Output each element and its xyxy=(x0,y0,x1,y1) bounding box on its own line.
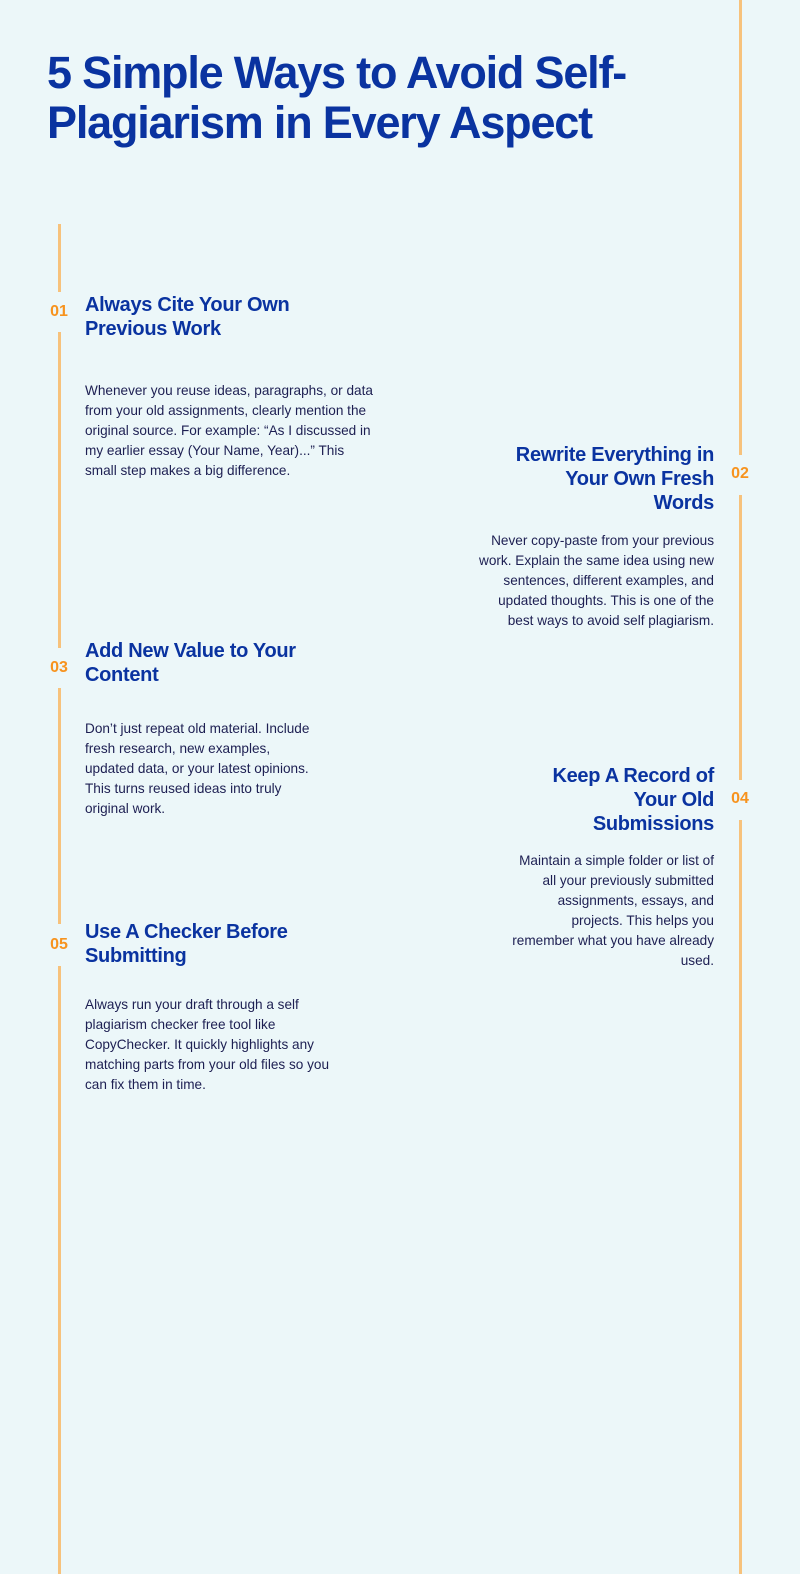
left-timeline-line xyxy=(58,966,61,1574)
step-description: Never copy-paste from your previous work. Explain the same idea using new sentences, different examples, and updated thoughts. This is one of the best ways to avoid self plagiarism. xyxy=(479,533,714,628)
step-description: Don’t just repeat old material. Include fresh research, new examples, updated data, or your latest opinions. This turns reused ideas into truly original work. xyxy=(85,721,310,816)
right-timeline-line xyxy=(739,820,742,1574)
step-description: Maintain a simple folder or list of all your previously submitted assignments, essays, and projects. This helps you remember what you have already used. xyxy=(512,853,714,968)
left-timeline-line xyxy=(58,224,61,292)
left-timeline-line xyxy=(58,688,61,924)
step-title: Add New Value to Your Content xyxy=(85,640,296,686)
right-timeline-line xyxy=(739,495,742,780)
step-number: 03 xyxy=(50,659,68,676)
step-number: 04 xyxy=(731,790,749,807)
step-title: Rewrite Everything in Your Own Fresh Words xyxy=(515,444,714,514)
step-title: Always Cite Your Own Previous Work xyxy=(85,294,290,340)
step-number: 02 xyxy=(731,465,749,482)
step-number: 05 xyxy=(50,936,68,953)
step-title: Keep A Record of Your Old Submissions xyxy=(552,765,714,835)
step-title: Use A Checker Before Submitting xyxy=(85,921,288,967)
page-title: 5 Simple Ways to Avoid Self-Plagiarism in Every Aspect xyxy=(47,47,627,148)
step-description: Whenever you reuse ideas, paragraphs, or data from your old assignments, clearly mention the original source. For example: “As I discussed in my earlier essay (Your Name, Year)...” This small step makes a big difference. xyxy=(85,383,373,478)
left-timeline-line xyxy=(58,332,61,648)
step-number: 01 xyxy=(50,303,68,320)
right-timeline-line xyxy=(739,0,742,455)
step-description: Always run your draft through a self plagiarism checker free tool like CopyChecker. It quickly highlights any matching parts from your old files so you can fix them in time. xyxy=(85,997,330,1092)
